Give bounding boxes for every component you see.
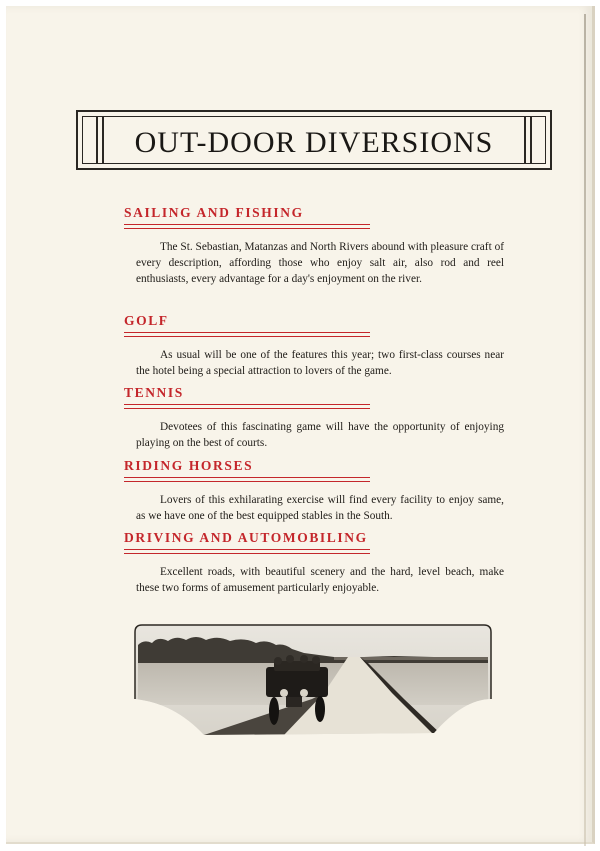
section-golf	[124, 312, 504, 379]
page-edge-shadow	[584, 14, 586, 846]
section-body: Lovers of this exhilarating exercise will find every facility to enjoy same, as we have one of the best equipped stables in the South.	[136, 494, 504, 522]
section-driving-and-automobiling	[124, 529, 504, 596]
section-heading: RIDING HORSES	[124, 458, 254, 473]
page-sheet	[6, 6, 595, 844]
heading-double-rule	[124, 404, 370, 409]
automobile-photo	[134, 623, 492, 741]
section-body: As usual will be one of the features this year; two first-class courses near the hotel being a special attraction to lovers of the game.	[136, 349, 504, 377]
page-title: OUT-DOOR DIVERSIONS	[134, 126, 494, 159]
heading-double-rule	[124, 477, 370, 482]
section-body: Devotees of this fascinating game will have the opportunity of enjoying playing on the best of courts.	[136, 421, 504, 449]
section-riding-horses	[124, 457, 504, 524]
section-tennis	[124, 384, 504, 451]
section-heading: SAILING AND FISHING	[124, 205, 304, 220]
heading-double-rule	[124, 224, 370, 229]
section-body: The St. Sebastian, Matanzas and North Rivers abound with pleasure craft of every description, affording those who enjoy salt air, also rod and reel enthusiasts, every advantage for a day's enjoyment on the river.	[136, 241, 504, 285]
heading-double-rule	[124, 332, 370, 337]
section-body: Excellent roads, with beautiful scenery and the hard, level beach, make these two forms of amusement particularly enjoyable.	[136, 566, 504, 594]
title-frame	[76, 110, 552, 170]
section-heading: DRIVING AND AUTOMOBILING	[124, 530, 368, 545]
section-heading: TENNIS	[124, 385, 184, 400]
heading-double-rule	[124, 549, 370, 554]
section-heading: GOLF	[124, 313, 169, 328]
section-sailing-and-fishing	[124, 204, 504, 287]
